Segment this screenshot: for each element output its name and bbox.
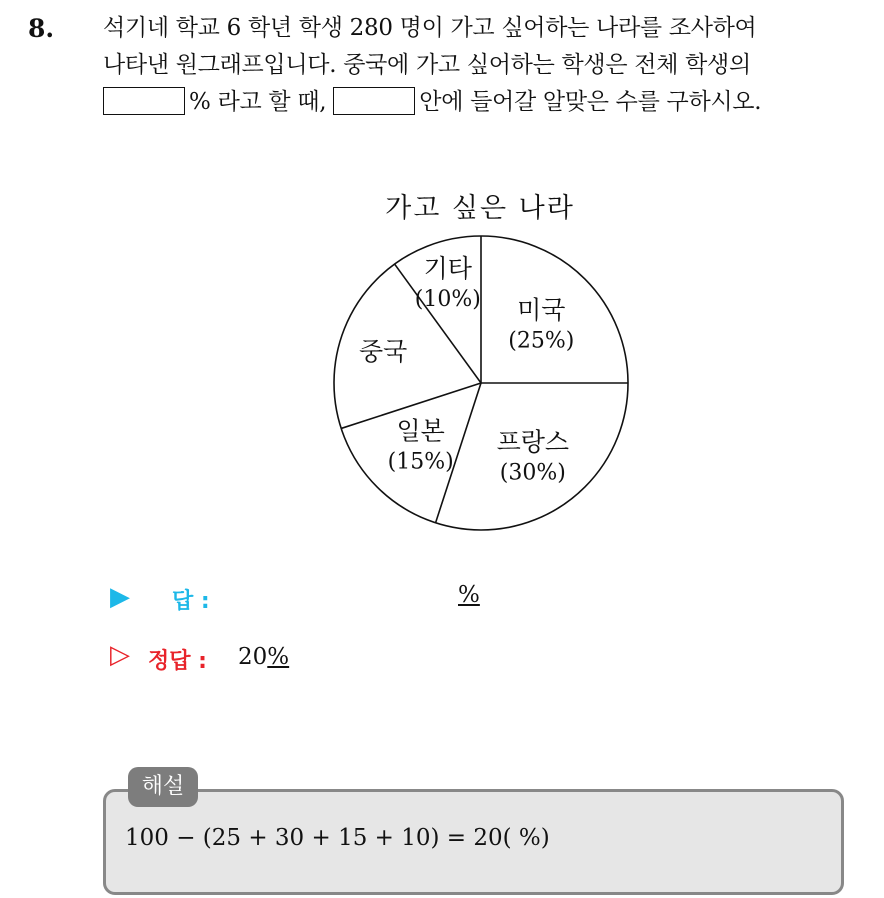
answer-label: 답 : bbox=[172, 589, 210, 614]
question-line-2: 나타낸 원그래프입니다. 중국에 가고 싶어하는 학생은 전체 학생의 bbox=[103, 52, 751, 78]
correct-answer-value bbox=[238, 644, 289, 670]
question-line-1: 석기네 학교 6 학년 학생 280 명이 가고 싶어하는 나라를 조사하여 bbox=[103, 15, 757, 41]
pie-slice-label: 일본 bbox=[396, 416, 445, 446]
pie-slice-label: 중국 bbox=[358, 337, 408, 367]
pie-slice-label: 미국 bbox=[517, 295, 566, 325]
chart-title: 가고 싶은 나라 bbox=[385, 193, 575, 224]
answer-arrow-icon: ▶ bbox=[110, 582, 130, 612]
answer-unit: % bbox=[458, 582, 480, 608]
pie-slice-label: 기타 bbox=[423, 253, 472, 283]
pie-group bbox=[334, 236, 628, 530]
correct-answer-label: 정답 : bbox=[148, 649, 207, 674]
pie-slice-label: 프랑스 bbox=[496, 427, 570, 457]
answer-row bbox=[110, 582, 610, 614]
correct-answer-row bbox=[110, 642, 610, 676]
question-line-3-part1: % 라고 할 때, bbox=[189, 89, 327, 115]
correct-arrow-icon: ▷ bbox=[110, 640, 130, 670]
explanation-text: 100 − (25 + 30 + 15 + 10) = 20( %) bbox=[125, 825, 550, 851]
question-line-3-part2: 안에 들어갈 알맞은 수를 구하시오. bbox=[419, 89, 762, 115]
correct-answer-number: 20 bbox=[238, 644, 268, 670]
pie-slice-value-label: (10%) bbox=[414, 286, 481, 312]
correct-answer-unit: % bbox=[267, 644, 290, 670]
explanation-tag: 해설 bbox=[128, 767, 198, 807]
pie-slice-value-label: (30%) bbox=[499, 460, 566, 486]
question-number: 8. bbox=[28, 14, 55, 43]
pie-slice-value-label: (25%) bbox=[508, 328, 575, 354]
pie-slice-value-label: (15%) bbox=[387, 449, 454, 475]
